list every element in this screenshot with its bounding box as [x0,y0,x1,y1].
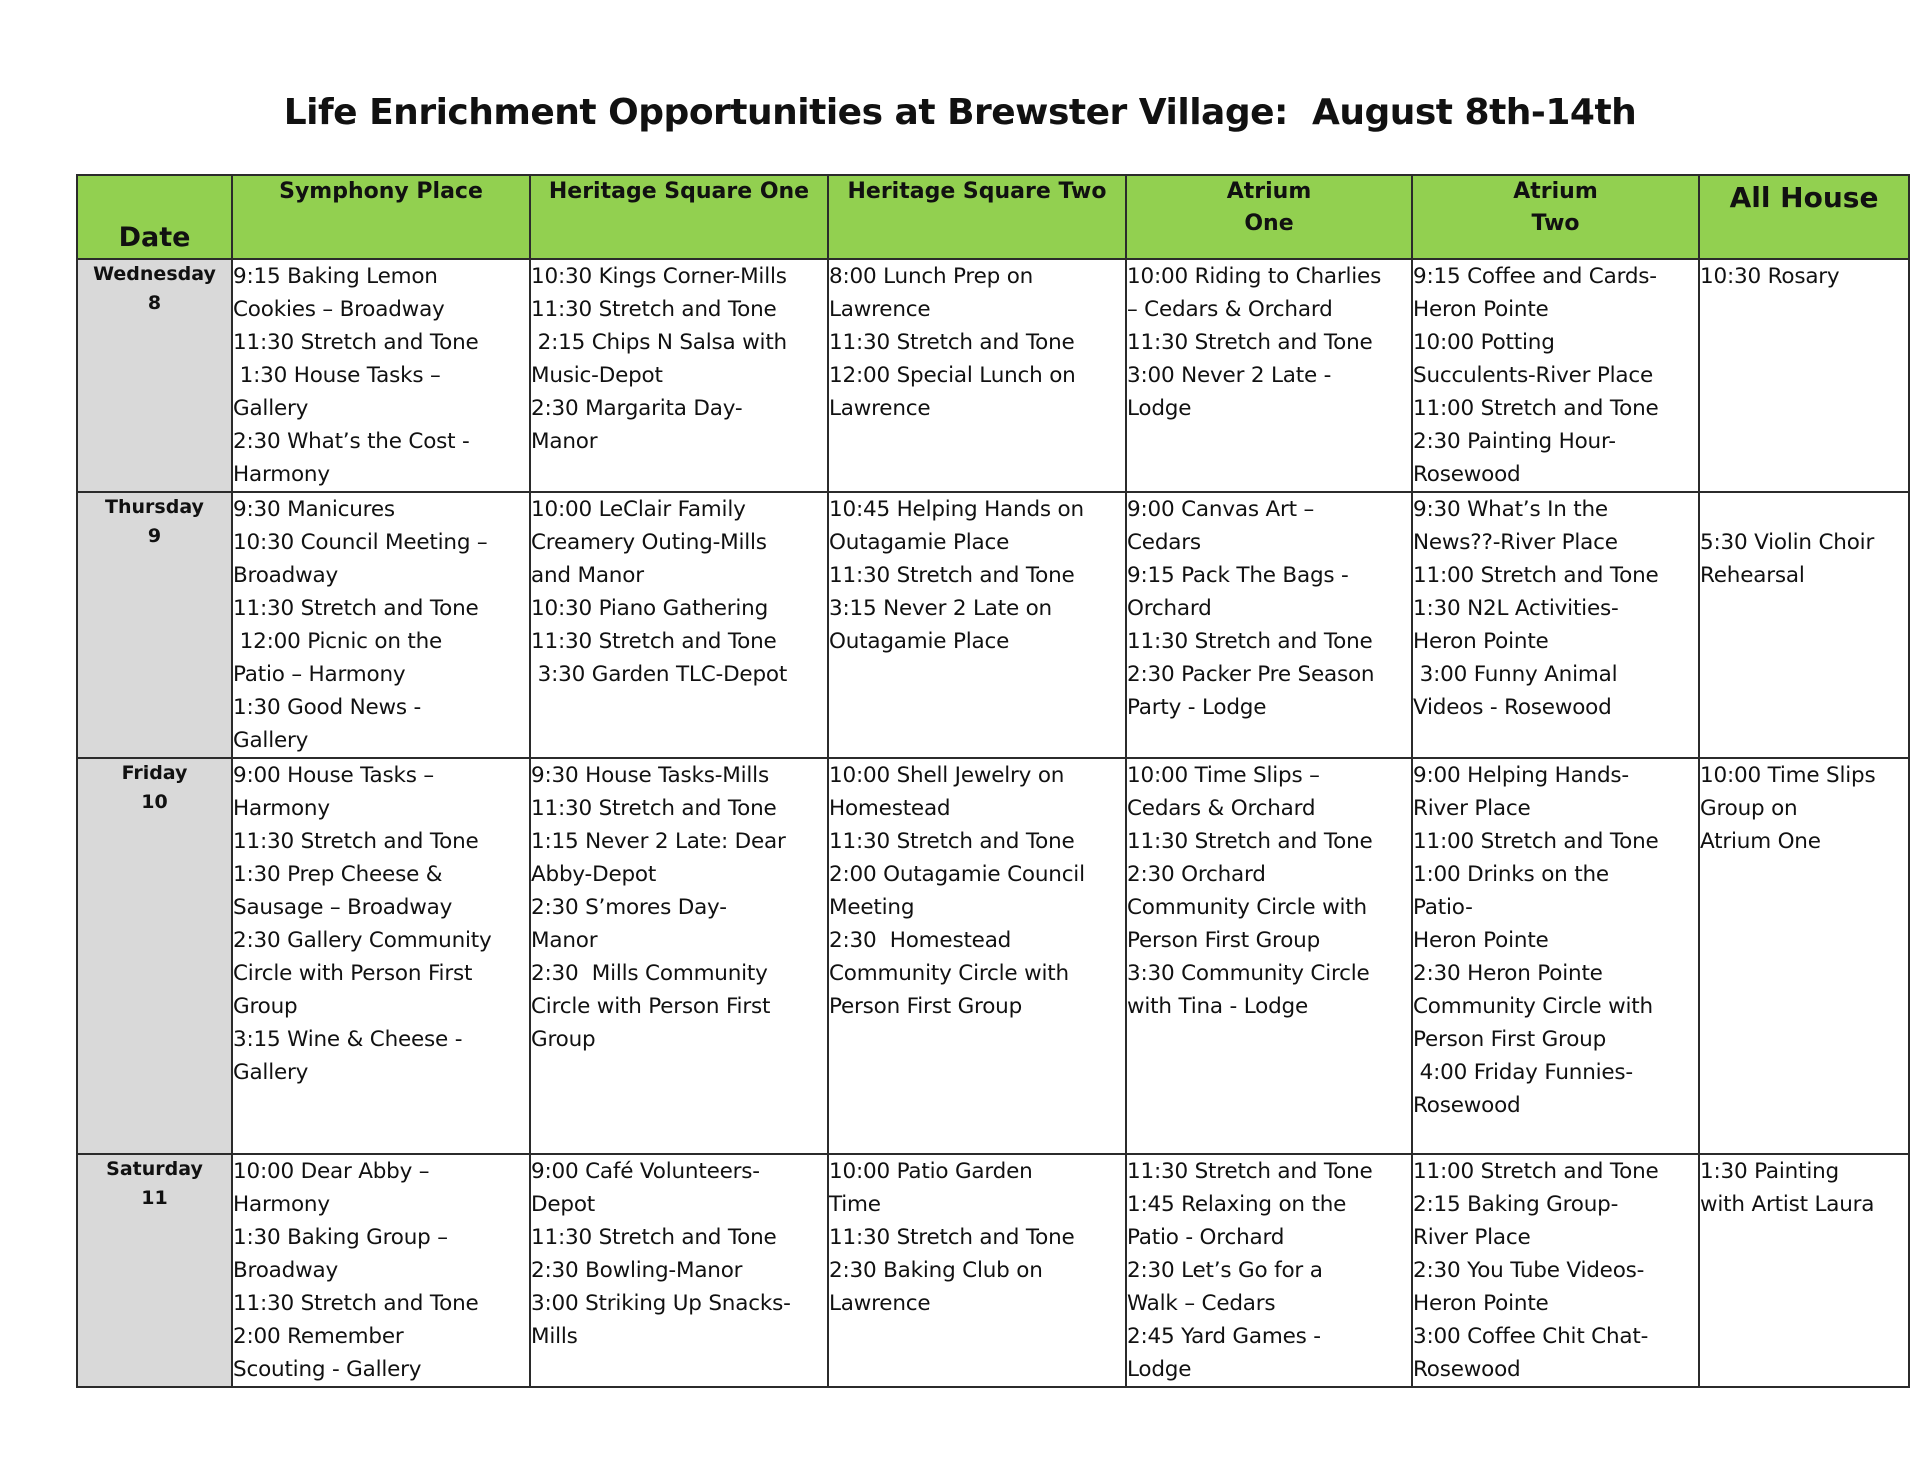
column-header-line: All House [1729,181,1879,214]
activity-line: 9:30 Manicures [233,497,395,522]
activity-line: 2:30 Homestead [829,928,1012,953]
day-name: Friday [121,762,188,784]
activity-line: Outagamie Place [829,629,1010,654]
activity-line: 1:30 Painting [1700,1159,1839,1184]
activity-line: Walk – Cedars [1127,1291,1276,1316]
activity-line: Heron Pointe [1413,629,1549,654]
activity-line: Cookies – Broadway [233,297,445,322]
schedule-table [76,174,1910,1388]
header-row [77,175,1909,259]
activity-line: Lawrence [829,396,931,421]
schedule-body [77,259,1909,1387]
activity-line: Group [233,994,298,1019]
activity-line: 1:15 Never 2 Late: Dear [531,829,786,854]
activity-line: 2:30 Baking Club on [829,1258,1043,1283]
activity-line: and Manor [531,563,644,588]
activity-line: with Artist Laura [1700,1192,1875,1217]
activity-line: Rosewood [1413,1357,1521,1382]
activity-line: 9:15 Pack The Bags - [1127,563,1349,588]
day-number: 11 [141,1187,168,1209]
table-row [77,492,1909,758]
activity-cell-all-house [1699,1154,1909,1387]
activity-cell-atrium-two [1412,259,1699,492]
page-title: Life Enrichment Opportunities at Brewster Village: August 8th-14th [283,92,1637,133]
activity-line: Heron Pointe [1413,297,1549,322]
activity-line: 2:30 Mills Community [531,961,768,986]
activity-cell-symphony-place [232,758,530,1154]
activity-line: 9:00 House Tasks – [233,763,434,788]
activity-line: 2:30 Painting Hour- [1413,429,1616,454]
activity-line: 11:30 Stretch and Tone [1127,1159,1373,1184]
activity-line: 11:30 Stretch and Tone [233,829,479,854]
activity-line: Community Circle with [1127,895,1367,920]
column-header-line: Atrium [1226,179,1312,204]
day-number: 9 [147,525,162,547]
column-header-atrium-two [1412,175,1699,259]
activity-line: Broadway [233,1258,338,1283]
column-header-line: Two [1531,211,1580,236]
activity-line: News??-River Place [1413,530,1618,555]
activity-line: Group [531,1027,596,1052]
activity-line: 11:30 Stretch and Tone [829,1225,1075,1250]
activity-line: 9:30 What’s In the [1413,497,1608,522]
activity-line: 2:30 Packer Pre Season [1127,662,1375,687]
activity-line: 3:00 Striking Up Snacks- [531,1291,791,1316]
column-header-line: Heritage Square Two [847,179,1107,204]
activity-line: 10:00 Riding to Charlies [1127,264,1382,289]
activity-cell-heritage-square-one [530,1154,828,1387]
activity-line: Lawrence [829,1291,931,1316]
activity-cell-heritage-square-two [828,758,1126,1154]
activity-cell-atrium-one [1126,1154,1412,1387]
activity-line: Creamery Outing-Mills [531,530,767,555]
activity-line: 11:30 Stretch and Tone [829,829,1075,854]
activity-line: 11:30 Stretch and Tone [1127,829,1373,854]
activity-line: 3:00 Coffee Chit Chat- [1413,1324,1649,1349]
activity-line: Harmony [233,1192,330,1217]
activity-line: 11:00 Stretch and Tone [1413,1159,1659,1184]
activity-line: Person First Group [1413,1027,1607,1052]
activity-line: 2:30 Gallery Community [233,928,492,953]
column-header-symphony-place [232,175,530,259]
activity-line: 11:30 Stretch and Tone [829,330,1075,355]
activity-line: Time [829,1192,881,1217]
activity-cell-symphony-place [232,259,530,492]
day-number: 8 [147,292,162,314]
activity-line: 3:15 Never 2 Late on [829,596,1052,621]
activity-line: 11:30 Stretch and Tone [829,563,1075,588]
activity-cell-symphony-place [232,492,530,758]
activity-line: 1:30 House Tasks – [233,363,441,388]
activity-line: 3:00 Funny Animal [1413,662,1618,687]
activity-line: Patio- [1413,895,1473,920]
activity-line: 12:00 Special Lunch on [829,363,1076,388]
activity-line: 9:15 Baking Lemon [233,264,438,289]
activity-line: 9:00 Canvas Art – [1127,497,1315,522]
activity-line: 10:00 Time Slips [1700,763,1876,788]
activity-line: 1:30 Prep Cheese & [233,862,443,887]
activity-line: Heron Pointe [1413,928,1549,953]
activity-line: Circle with Person First [233,961,473,986]
activity-cell-heritage-square-two [828,1154,1126,1387]
activity-line: Succulents-River Place [1413,363,1654,388]
activity-line: 11:30 Stretch and Tone [233,596,479,621]
activity-line: 2:30 You Tube Videos- [1413,1258,1645,1283]
activity-line: 2:30 What’s the Cost - [233,429,470,454]
activity-cell-all-house [1699,492,1909,758]
activity-line: 3:00 Never 2 Late - [1127,363,1332,388]
activity-line: 2:30 Bowling-Manor [531,1258,743,1283]
activity-cell-atrium-two [1412,492,1699,758]
activity-line: 9:30 House Tasks-Mills [531,763,769,788]
activity-line: Cedars & Orchard [1127,796,1316,821]
activity-line: Circle with Person First [531,994,771,1019]
activity-line: Person First Group [829,994,1023,1019]
date-cell [77,758,232,1154]
activity-line: Scouting - Gallery [233,1357,422,1382]
activity-line: Heron Pointe [1413,1291,1549,1316]
activity-line: Broadway [233,563,338,588]
activity-cell-heritage-square-one [530,259,828,492]
column-header-all-house [1699,175,1909,259]
activity-line: Mills [531,1324,578,1349]
date-cell [77,1154,232,1387]
activity-line: Atrium One [1700,829,1821,854]
activity-line: Group on [1700,796,1798,821]
activity-line [1700,493,1908,526]
date-cell [77,492,232,758]
activity-line: 2:45 Yard Games - [1127,1324,1321,1349]
activity-line: 10:00 LeClair Family [531,497,746,522]
activity-line: 10:00 Potting [1413,330,1555,355]
activity-cell-heritage-square-one [530,492,828,758]
activity-line: 10:45 Helping Hands on [829,497,1084,522]
activity-line: – Cedars & Orchard [1127,297,1333,322]
activity-line: Music-Depot [531,363,663,388]
activity-line: Orchard [1127,596,1212,621]
activity-line: Party - Lodge [1127,695,1267,720]
activity-line: 3:30 Community Circle [1127,961,1370,986]
column-header-date: Date [77,175,232,259]
activity-line: Lodge [1127,1357,1192,1382]
activity-line: 5:30 Violin Choir [1700,530,1875,555]
activity-line: 10:30 Rosary [1700,264,1840,289]
activity-line: Sausage – Broadway [233,895,453,920]
activity-line: 2:30 Let’s Go for a [1127,1258,1323,1283]
activity-line: 2:15 Chips N Salsa with [531,330,787,355]
activity-line: 11:30 Stretch and Tone [531,297,777,322]
activity-line: 11:30 Stretch and Tone [531,796,777,821]
column-header-heritage-square-two [828,175,1126,259]
column-header-line: Heritage Square One [548,179,810,204]
column-header-atrium-one [1126,175,1412,259]
activity-line: River Place [1413,796,1531,821]
activity-line: 2:30 Heron Pointe [1413,961,1603,986]
activity-line: Rehearsal [1700,563,1805,588]
activity-line: Gallery [233,728,309,753]
activity-cell-atrium-one [1126,492,1412,758]
activity-line: 10:00 Shell Jewelry on [829,763,1065,788]
activity-line: 11:00 Stretch and Tone [1413,396,1659,421]
activity-line: 1:30 Good News - [233,695,422,720]
activity-cell-atrium-two [1412,758,1699,1154]
activity-line: 11:30 Stretch and Tone [1127,629,1373,654]
activity-line: River Place [1413,1225,1531,1250]
activity-line: Manor [531,429,598,454]
table-row [77,259,1909,492]
day-name: Saturday [106,1158,203,1180]
activity-line: Videos - Rosewood [1413,695,1612,720]
activity-line: Person First Group [1127,928,1321,953]
activity-line: 2:30 S’mores Day- [531,895,727,920]
activity-line: Harmony [233,462,330,487]
activity-line: 11:00 Stretch and Tone [1413,829,1659,854]
activity-line: Meeting [829,895,915,920]
activity-line: 2:30 Orchard [1127,862,1266,887]
activity-line: 1:00 Drinks on the [1413,862,1609,887]
activity-line: Patio – Harmony [233,662,406,687]
activity-line: with Tina - Lodge [1127,994,1308,1019]
activity-line: 2:30 Margarita Day- [531,396,743,421]
activity-line: 9:15 Coffee and Cards- [1413,264,1657,289]
activity-line: 11:00 Stretch and Tone [1413,563,1659,588]
activity-line: 10:30 Council Meeting – [233,530,488,555]
activity-line: 1:30 N2L Activities- [1413,596,1619,621]
activity-cell-atrium-two [1412,1154,1699,1387]
activity-line: 9:00 Café Volunteers- [531,1159,760,1184]
activity-line: Rosewood [1413,462,1521,487]
column-header-line: Atrium [1513,179,1598,204]
activity-line: 11:30 Stretch and Tone [233,1291,479,1316]
activity-line: 11:30 Stretch and Tone [1127,330,1373,355]
activity-line: 12:00 Picnic on the [233,629,443,654]
activity-line: 10:00 Patio Garden [829,1159,1033,1184]
activity-line: 1:30 Baking Group – [233,1225,448,1250]
activity-line: Community Circle with [1413,994,1653,1019]
column-header-line: One [1244,211,1294,236]
day-number: 10 [141,791,168,813]
activity-line: 3:15 Wine & Cheese - [233,1027,463,1052]
day-name: Thursday [105,496,204,518]
activity-cell-symphony-place [232,1154,530,1387]
activity-line: Gallery [233,1060,309,1085]
activity-line: 11:30 Stretch and Tone [531,1225,777,1250]
activity-line: Patio - Orchard [1127,1225,1285,1250]
activity-line: Community Circle with [829,961,1069,986]
activity-cell-atrium-one [1126,259,1412,492]
activity-cell-heritage-square-two [828,259,1126,492]
activity-line: Harmony [233,796,330,821]
activity-line: 10:30 Kings Corner-Mills [531,264,787,289]
day-name: Wednesday [93,263,216,285]
activity-line: Gallery [233,396,309,421]
activity-line: 9:00 Helping Hands- [1413,763,1629,788]
activity-cell-atrium-one [1126,758,1412,1154]
table-row [77,758,1909,1154]
activity-line: 10:00 Dear Abby – [233,1159,430,1184]
activity-line: Abby-Depot [531,862,657,887]
date-cell [77,259,232,492]
activity-line: Manor [531,928,598,953]
column-header-line: Symphony Place [279,179,483,204]
activity-line: 1:45 Relaxing on the [1127,1192,1347,1217]
activity-line: 11:30 Stretch and Tone [531,629,777,654]
activity-line: Lawrence [829,297,931,322]
activity-line: Rosewood [1413,1093,1521,1118]
activity-line: 11:30 Stretch and Tone [233,330,479,355]
table-row [77,1154,1909,1387]
activity-cell-heritage-square-one [530,758,828,1154]
activity-line: 10:00 Time Slips – [1127,763,1320,788]
activity-cell-heritage-square-two [828,492,1126,758]
activity-line: Depot [531,1192,596,1217]
activity-cell-all-house [1699,758,1909,1154]
activity-line: 2:15 Baking Group- [1413,1192,1619,1217]
activity-line: Cedars [1127,530,1201,555]
column-header-heritage-square-one [530,175,828,259]
activity-line: 10:30 Piano Gathering [531,596,769,621]
activity-line: Outagamie Place [829,530,1010,555]
activity-line: Homestead [829,796,951,821]
activity-line: 3:30 Garden TLC-Depot [531,662,788,687]
activity-line: 2:00 Outagamie Council [829,862,1085,887]
activity-cell-all-house [1699,259,1909,492]
activity-line: Lodge [1127,396,1192,421]
activity-line: 4:00 Friday Funnies- [1413,1060,1633,1085]
activity-line: 2:00 Remember [233,1324,404,1349]
activity-line: 8:00 Lunch Prep on [829,264,1034,289]
